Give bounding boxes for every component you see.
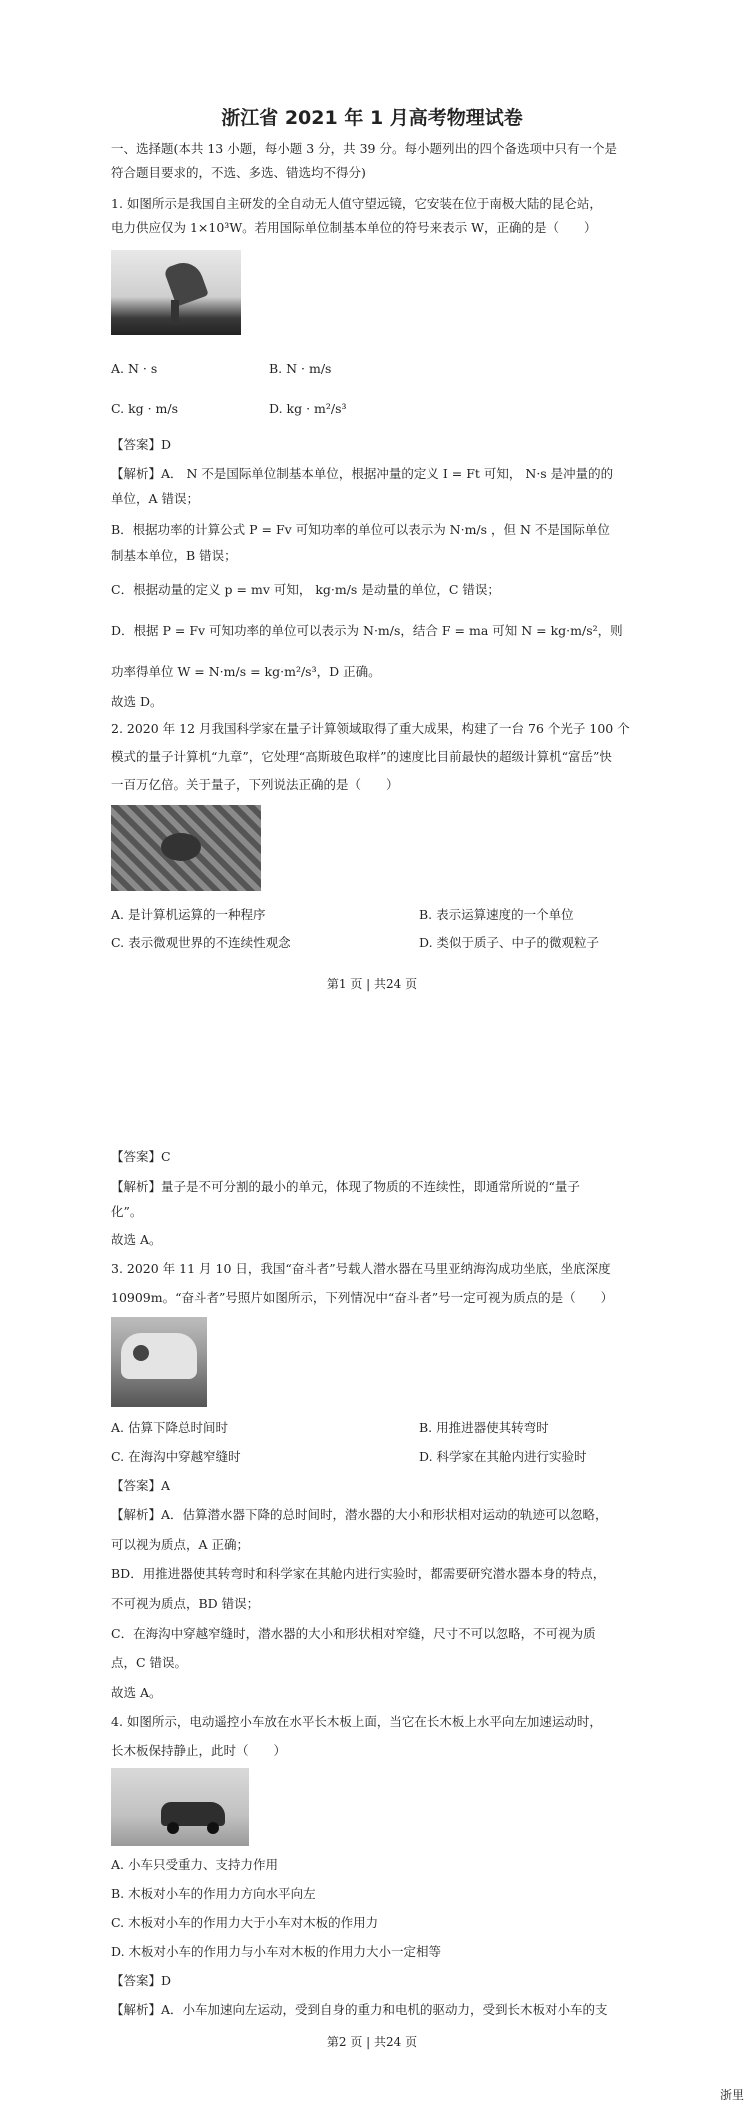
section-intro-line: 符合题目要求的，不选、多选、错选均不得分)	[111, 165, 366, 180]
analysis-line: 故选 A。	[111, 1685, 162, 1700]
analysis-line: 化”。	[111, 1204, 143, 1219]
page-footer: 第2 页 | 共24 页	[326, 2035, 418, 2049]
analysis-line: 【解析】A．估算潜水器下降的总时间时，潜水器的大小和形状相对运动的轨迹可以忽略，	[111, 1507, 608, 1522]
analysis-line: 不可视为质点，BD 错误；	[111, 1596, 260, 1611]
option-c: C. kg · m/s	[111, 401, 179, 416]
analysis-line: 点，C 错误。	[111, 1655, 188, 1670]
analysis-line: 【解析】A． N 不是国际单位制基本单位，根据冲量的定义 I = Ft 可知， N·s 是冲量的的	[111, 466, 614, 481]
edge-text: 浙里	[719, 2088, 744, 2102]
question-stem-line: 一百万亿倍。关于量子，下列说法正确的是（ ）	[111, 777, 399, 792]
analysis-line: C．根据动量的定义 p = mv 可知， kg·m/s 是动量的单位，C 错误；	[111, 582, 500, 597]
option-a: A. 是计算机运算的一种程序	[111, 907, 266, 922]
analysis-line: 可以视为质点，A 正确；	[111, 1537, 250, 1552]
question-stem-line: 4. 如图所示，电动遥控小车放在水平长木板上面，当它在长木板上水平向左加速运动时，	[111, 1714, 602, 1729]
page-footer: 第1 页 | 共24 页	[326, 977, 418, 991]
option-b: B. 用推进器使其转弯时	[419, 1420, 549, 1435]
analysis-line: D．根据 P = Fv 可知功率的单位可以表示为 N·m/s，结合 F = ma 可知 N = kg·m/s²，则	[111, 623, 623, 638]
answer-line: 【答案】A	[111, 1478, 171, 1493]
option-d: D. 木板对小车的作用力与小车对木板的作用力大小一定相等	[111, 1944, 442, 1959]
option-c: C. 木板对小车的作用力大于小车对木板的作用力	[111, 1915, 379, 1930]
answer-line: 【答案】C	[111, 1149, 171, 1164]
option-b: B. N · m/s	[269, 361, 332, 376]
option-c: C. 在海沟中穿越窄缝时	[111, 1449, 241, 1464]
option-d: D. 科学家在其舱内进行实验时	[419, 1449, 587, 1464]
submersible-photo	[111, 1317, 207, 1407]
question-stem-line: 1. 如图所示是我国自主研发的全自动无人值守望远镜，它安装在位于南极大陆的昆仑站，	[111, 196, 602, 211]
analysis-line: B．根据功率的计算公式 P = Fv 可知功率的单位可以表示为 N·m/s ，但 N 不是国际单位	[111, 522, 610, 537]
option-a: A. N · s	[111, 361, 158, 376]
analysis-line: BD．用推进器使其转弯时和科学家在其舱内进行实验时，都需要研究潜水器本身的特点，	[111, 1566, 606, 1581]
analysis-line: C．在海沟中穿越窄缝时，潜水器的大小和形状相对窄缝，尺寸不可以忽略，不可视为质	[111, 1626, 596, 1641]
question-stem-line: 2. 2020 年 12 月我国科学家在量子计算领域取得了重大成果，构建了一台 76 个光子 100 个	[111, 721, 630, 736]
question-stem-line: 电力供应仅为 1×10³W。若用国际单位制基本单位的符号来表示 W，正确的是（ ）	[111, 220, 597, 235]
question-stem-line: 长木板保持静止，此时（ ）	[111, 1743, 287, 1758]
analysis-line: 故选 D。	[111, 694, 163, 709]
analysis-line: 【解析】A．小车加速向左运动，受到自身的重力和电机的驱动力，受到长木板对小车的支	[111, 2002, 608, 2017]
document-title: 浙江省 2021 年 1 月高考物理试卷	[221, 107, 523, 129]
option-a: A. 估算下降总时间时	[111, 1420, 228, 1435]
question-stem-line: 10909m。“奋斗者”号照片如图所示，下列情况中“奋斗者”号一定可视为质点的是（ ）	[111, 1290, 614, 1305]
option-c: C. 表示微观世界的不连续性观念	[111, 935, 291, 950]
question-stem-line: 3. 2020 年 11 月 10 日，我国“奋斗者”号载人潜水器在马里亚纳海沟成功坐底，坐底深度	[111, 1261, 611, 1276]
option-d: D. kg · m²/s³	[269, 401, 347, 416]
section-intro-line: 一、选择题(本共 13 小题，每小题 3 分，共 39 分。每小题列出的四个备选项中只有一个是	[111, 141, 617, 156]
telescope-photo	[111, 250, 241, 335]
rc-car-photo	[111, 1768, 249, 1846]
answer-line: 【答案】D	[111, 437, 172, 452]
answer-line: 【答案】D	[111, 1973, 172, 1988]
option-a: A. 小车只受重力、支持力作用	[111, 1857, 278, 1872]
analysis-line: 单位，A 错误；	[111, 491, 200, 506]
analysis-line: 功率得单位 W = N·m/s = kg·m²/s³，D 正确。	[111, 664, 381, 679]
option-d: D. 类似于质子、中子的微观粒子	[419, 935, 600, 950]
question-stem-line: 模式的量子计算机“九章”，它处理“高斯玻色取样”的速度比目前最快的超级计算机“富岳”快	[111, 749, 612, 764]
option-b: B. 表示运算速度的一个单位	[419, 907, 574, 922]
quantum-computer-photo	[111, 805, 261, 891]
analysis-line: 制基本单位，B 错误；	[111, 548, 237, 563]
analysis-line: 【解析】量子是不可分割的最小的单元，体现了物质的不连续性，即通常所说的“量子	[111, 1179, 580, 1194]
analysis-line: 故选 A。	[111, 1232, 162, 1247]
option-b: B. 木板对小车的作用力方向水平向左	[111, 1886, 316, 1901]
